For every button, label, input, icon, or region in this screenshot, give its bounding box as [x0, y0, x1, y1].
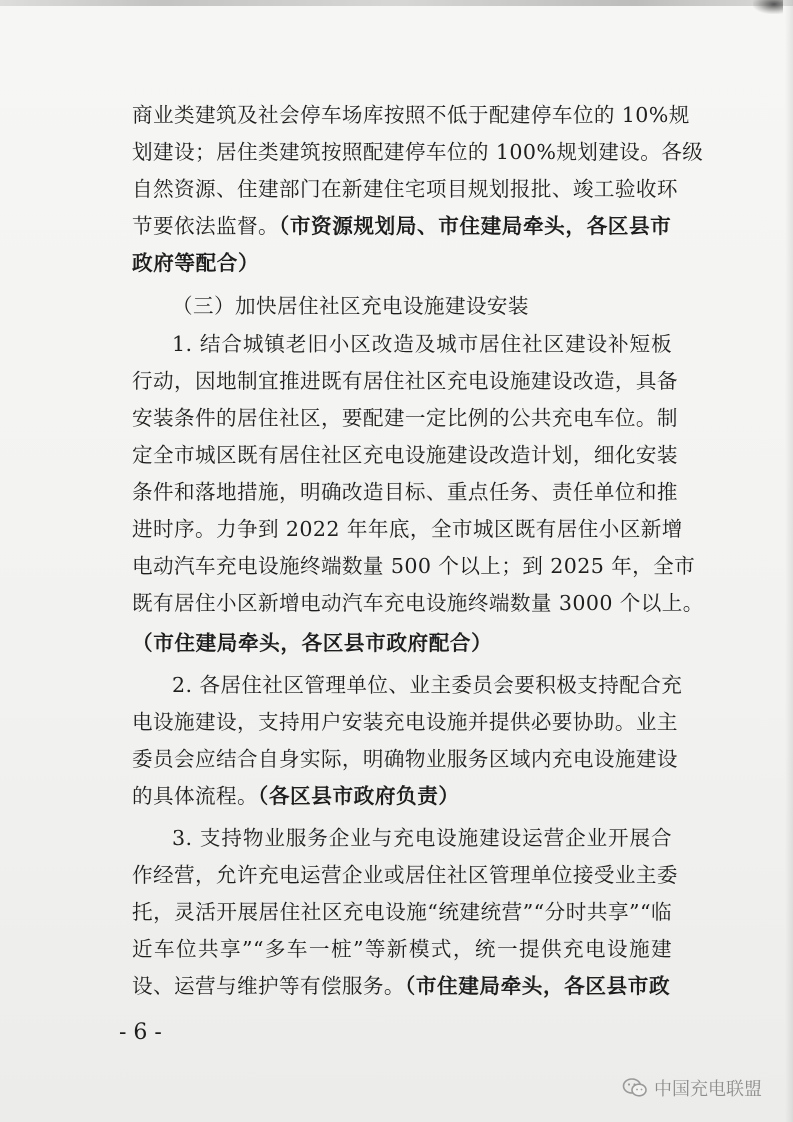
line-text: 政府等配合）: [132, 251, 260, 275]
line-text: 近车位共享”“多车一桩”等新模式，统一提供充电设施建: [132, 937, 672, 961]
text-line: [132, 782, 672, 810]
line-text: 定全市城区既有居住社区充电设施建设改造计划，细化安装: [132, 443, 678, 467]
text-line: [172, 292, 672, 320]
text-line: [132, 101, 690, 129]
responsible-units: （市资源规划局、市住建局牵头，各区县市: [278, 214, 672, 238]
line-text: 3. 支持物业服务企业与充电设施建设运营企业开展合: [172, 826, 672, 850]
text-line: [132, 367, 678, 395]
line-text: 作经营，允许充电运营企业或居住社区管理单位接受业主委: [132, 863, 678, 887]
text-line: [132, 629, 672, 657]
responsible-units: （市住建局牵头，各区县市政: [404, 974, 671, 998]
text-line: [132, 898, 672, 926]
text-line: [172, 824, 672, 852]
line-text: （市住建局牵头，各区县市政府配合）: [132, 631, 493, 655]
text-line: [132, 552, 696, 580]
text-line: [132, 212, 672, 240]
text-line: [172, 330, 672, 358]
text-line: [132, 708, 678, 736]
text-line: [132, 138, 704, 166]
wechat-icon: [622, 1077, 648, 1099]
text-line: [132, 404, 678, 432]
text-line: [132, 515, 683, 543]
text-line: [132, 478, 678, 506]
line-text: 既有居住小区新增电动汽车充电设施终端数量 3000 个以上。: [132, 591, 704, 615]
line-text: 2. 各居住社区管理单位、业主委员会要积极支持配合充: [172, 673, 683, 697]
text-line: [132, 972, 672, 1000]
line-text: 托，灵活开展居住社区充电设施“统建统营”“分时共享”“临: [132, 900, 672, 924]
text-line: [132, 441, 678, 469]
line-text: 电设施建设，支持用户安装充电设施并提供必要协助。业主: [132, 710, 678, 734]
line-text: （三）加快居住社区充电设施建设安装: [172, 294, 529, 318]
line-text: 1. 结合城镇老旧小区改造及城市居住社区建设补短板: [172, 332, 672, 356]
responsible-units: （各区县市政府负责）: [257, 784, 460, 808]
watermark-text: 中国充电联盟: [654, 1079, 762, 1100]
scan-top-edge: [0, 0, 793, 6]
line-text: 进时序。力争到 2022 年年底，全市城区既有居住小区新增: [132, 517, 683, 541]
watermark: [622, 1073, 782, 1103]
line-text: 设、运营与维护等有偿服务。: [132, 974, 405, 998]
line-text: 节要依法监督。: [132, 214, 279, 238]
text-line: [132, 745, 678, 773]
line-text: 的具体流程。: [132, 784, 258, 808]
line-text: 委员会应结合自身实际，明确物业服务区域内充电设施建设: [132, 747, 678, 771]
line-text: 商业类建筑及社会停车场库按照不低于配建停车位的 10%规: [132, 103, 690, 127]
page-number: - 6 -: [119, 1020, 162, 1045]
line-text: 安装条件的居住社区，要配建一定比例的公共充电车位。制: [132, 406, 678, 430]
line-text: 条件和落地措施，明确改造目标、重点任务、责任单位和推: [132, 480, 678, 504]
text-line: [132, 861, 678, 889]
text-line: [132, 175, 678, 203]
text-line: [172, 671, 683, 699]
text-line: [132, 935, 672, 963]
line-text: 划建设；居住类建筑按照配建停车位的 100%规划建设。各级: [132, 140, 704, 164]
text-line: [132, 589, 704, 617]
line-text: 行动，因地制宜推进既有居住社区充电设施建设改造，具备: [132, 369, 678, 393]
scan-right-shadow: [785, 0, 793, 1122]
line-text: 电动汽车充电设施终端数量 500 个以上；到 2025 年，全市: [132, 554, 696, 578]
line-text: 自然资源、住建部门在新建住宅项目规划报批、竣工验收环: [132, 177, 678, 201]
text-line: [132, 249, 672, 277]
scan-corner-mark: [753, 0, 783, 14]
